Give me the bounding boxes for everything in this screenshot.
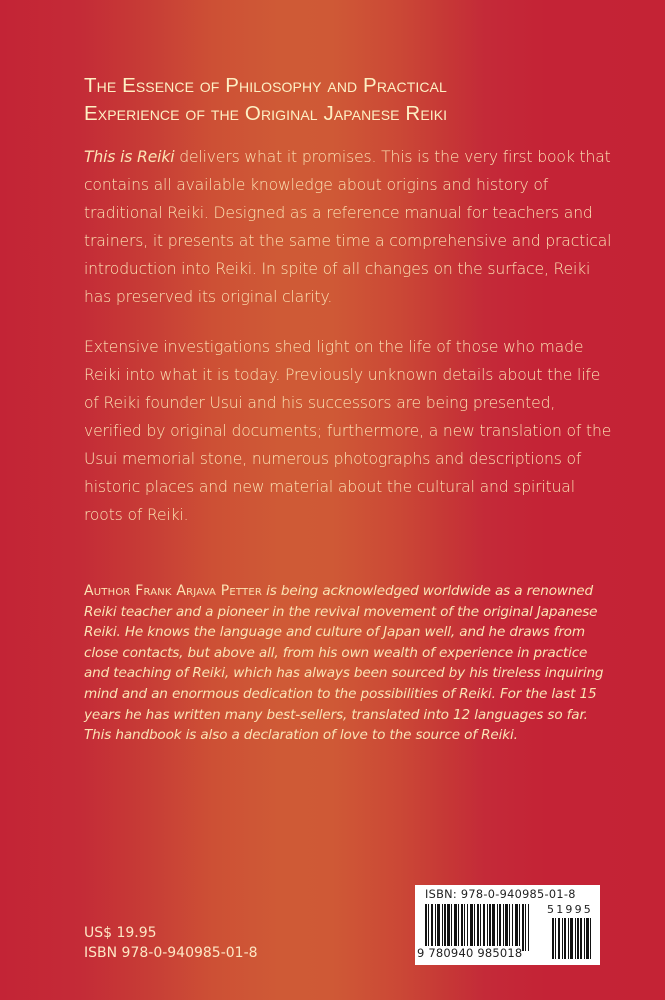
headline-line-1 bbox=[84, 72, 624, 100]
author-name: Author Frank Arjava Petter bbox=[84, 583, 262, 599]
barcode-ean-digits: 9 780940 985018 bbox=[417, 946, 523, 960]
author-bio bbox=[84, 581, 614, 746]
description-paragraph-1 bbox=[84, 143, 614, 311]
book-title-italic: This is Reiki bbox=[84, 148, 175, 166]
barcode-price-code: 51995 bbox=[547, 903, 593, 916]
headline-line-2 bbox=[84, 100, 624, 128]
headline-line-1-text: The Essence of Philosophy and Practical bbox=[84, 74, 447, 97]
author-bio-text: is being acknowledged worldwide as a renowned Reiki teacher and a pioneer in the revival movement of the original Japanese Reiki. He knows the language and culture of Japan well, and he draws from close contacts, but above all, from his own wealth of experience in practice and teaching of Reiki, which has always been sourced by his tireless inquiring mind and an enormous dedication to the possibilities of Reiki. For the last 15 years he has written many best-sellers, translated into 12 languages so far. This handbook is also a declaration of love to the source of Reiki. bbox=[84, 583, 604, 744]
barcode-bars-addon bbox=[552, 918, 594, 959]
barcode-bars-main bbox=[425, 904, 540, 951]
headline-line-2-text: Experience of the Original Japanese Reiki bbox=[84, 102, 448, 125]
paragraph-1-text: delivers what it promises. This is the very first book that contains all available knowledge about origins and history of traditional Reiki. Designed as a reference manual for teachers and trainers, it presents at the same time a comprehensive and practical introduction into Reiki. In spite of all changes on the surface, Reiki has preserved its original clarity. bbox=[84, 148, 612, 306]
description-paragraph-2 bbox=[84, 333, 614, 529]
price-block bbox=[84, 923, 344, 963]
headline bbox=[84, 72, 624, 128]
barcode bbox=[415, 885, 600, 965]
price: US$ 19.95 bbox=[84, 925, 157, 941]
paragraph-2-text: Extensive investigations shed light on the life of those who made Reiki into what it is today. Previously unknown details about the life of Reiki founder Usui and his successors are being presented, verified by original documents; furthermore, a new translation of the Usui memorial stone, numerous photographs and descriptions of historic places and new material about the cultural and spiritual roots of Reiki. bbox=[84, 338, 612, 524]
barcode-isbn-label: ISBN: 978-0-940985-01-8 bbox=[425, 888, 576, 901]
isbn-text: ISBN 978-0-940985-01-8 bbox=[84, 945, 258, 961]
